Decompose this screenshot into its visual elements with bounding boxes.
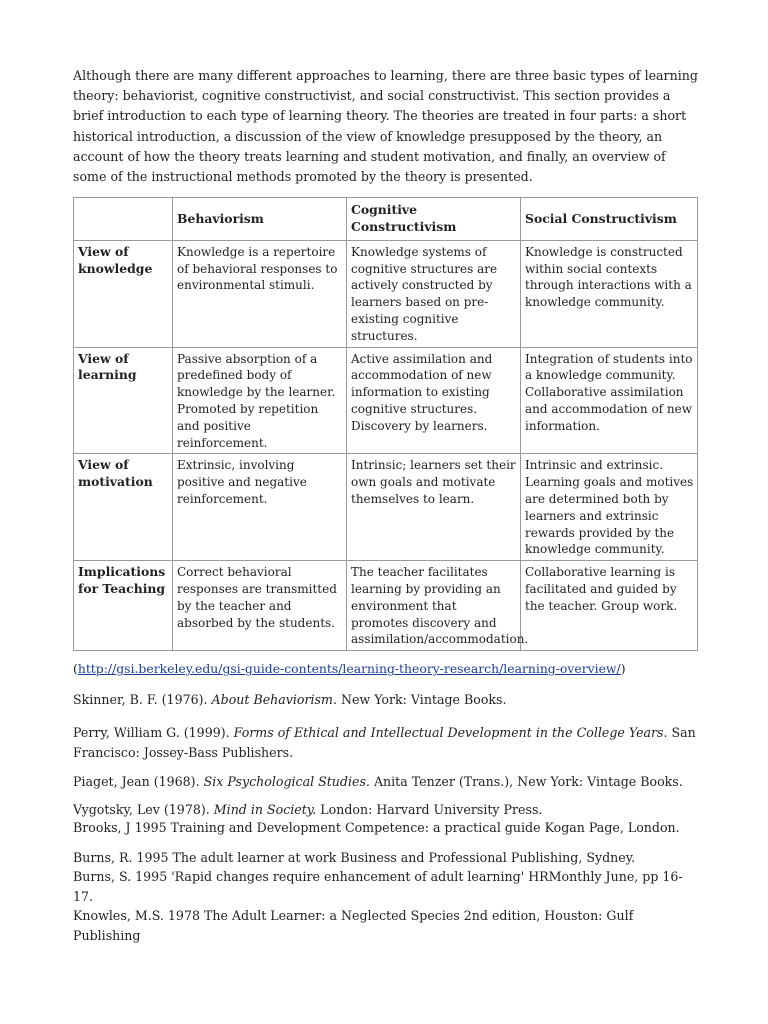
table-header-row [74, 198, 698, 241]
table-cell: Intrinsic and extrinsic. Learning goals and motives are determined both by learners and extrinsic rewards provided by the knowledge community. [521, 454, 698, 561]
reference-vygotsky [73, 800, 698, 820]
reference-title: About Behaviorism [211, 692, 333, 708]
reference-author: Skinner, B. F. (1976). [73, 692, 212, 708]
reference-publisher: . New York: Vintage Books. [332, 692, 507, 708]
reference-author: Piaget, Jean (1968). [73, 774, 204, 790]
reference-publisher: San Francisco: Jossey-Bass Publishers. [73, 725, 696, 761]
document-page [73, 66, 698, 946]
reference-piaget [73, 772, 698, 792]
table-row [74, 347, 698, 454]
table-row [74, 561, 698, 651]
table-cell: The teacher facilitates learning by providing an environment that promotes discovery and assimilation/accommodation. [347, 561, 521, 651]
reference-author: Perry, William G. (1999). [73, 725, 234, 741]
table-header-behaviorism: Behaviorism [173, 198, 347, 241]
row-label-view-of-motivation: View of motivation [74, 454, 173, 561]
row-label-implications-for-teaching: Implications for Teaching [74, 561, 173, 651]
reference-perry [73, 723, 698, 763]
intro-paragraph: Although there are many different approaches to learning, there are three basic types of learning theory: behaviorist, cognitive constructivist, and social constructivist. This section provides a brief introduction to each type of learning theory. The theories are treated in four parts: a short historical introduction, a discussion of the view of knowledge presupposed by the theory, an account of how the theory treats learning and student motivation, and finally, an overview of some of the instructional methods promoted by the theory is presented. [73, 68, 698, 185]
table-cell: Knowledge is a repertoire of behavioral responses to environmental stimuli. [173, 240, 347, 347]
table-cell: Active assimilation and accommodation of new information to existing cognitive structures. Discovery by learners. [347, 347, 521, 454]
table-cell: Knowledge is constructed within social contexts through interactions with a knowledge community. [521, 240, 698, 347]
table-header-social-constructivism: Social Constructivism [521, 198, 698, 241]
table-cell: Passive absorption of a predefined body of knowledge by the learner. Promoted by repetition and positive reinforcement. [173, 347, 347, 454]
table-header-blank [74, 198, 173, 241]
reference-title: Six Psychological Studies. [203, 774, 370, 790]
reference-brooks: Brooks, J 1995 Training and Development Competence: a practical guide Kogan Page, London. [73, 820, 680, 836]
source-citation [73, 661, 698, 676]
table-row [74, 454, 698, 561]
table-header-cognitive-constructivism: Cognitive Constructivism [347, 198, 521, 241]
reference-author: Vygotsky, Lev (1978). [73, 802, 214, 818]
table-row [74, 240, 698, 347]
table-cell: Integration of students into a knowledge community. Collaborative assimilation and accommodation of new information. [521, 347, 698, 454]
table-cell: Knowledge systems of cognitive structures are actively constructed by learners based on pre-existing cognitive structures. [347, 240, 521, 347]
reference-knowles: Knowles, M.S. 1978 The Adult Learner: a Neglected Species 2nd edition, Houston: Gulf Publishing [73, 908, 634, 944]
reference-publisher: Anita Tenzer (Trans.), New York: Vintage Books. [369, 774, 683, 790]
source-close-paren: ) [620, 661, 626, 677]
table-cell: Correct behavioral responses are transmitted by the teacher and absorbed by the students. [173, 561, 347, 651]
reference-burns-s: Burns, S. 1995 'Rapid changes require enhancement of adult learning' HRMonthly June, pp 16-17. [73, 869, 683, 905]
reference-skinner [73, 690, 698, 710]
source-link[interactable]: http://gsi.berkeley.edu/gsi-guide-contents/learning-theory-research/learning-overview/ [77, 661, 621, 677]
table-cell: Intrinsic; learners set their own goals and motivate themselves to learn. [347, 454, 521, 561]
table-cell: Collaborative learning is facilitated and guided by the teacher. Group work. [521, 561, 698, 651]
learning-theory-table [73, 197, 698, 651]
row-label-view-of-knowledge: View of knowledge [74, 240, 173, 347]
reference-title: Forms of Ethical and Intellectual Development in the College Years. [233, 725, 668, 741]
row-label-view-of-learning: View of learning [74, 347, 173, 454]
reference-title: Mind in Society. [213, 802, 317, 818]
reference-burns-r: Burns, R. 1995 The adult learner at work Business and Professional Publishing, Sydney. [73, 850, 636, 866]
table-cell: Extrinsic, involving positive and negative reinforcement. [173, 454, 347, 561]
source-open-paren: ( [73, 661, 78, 677]
reference-publisher: London: Harvard University Press. [316, 802, 543, 818]
